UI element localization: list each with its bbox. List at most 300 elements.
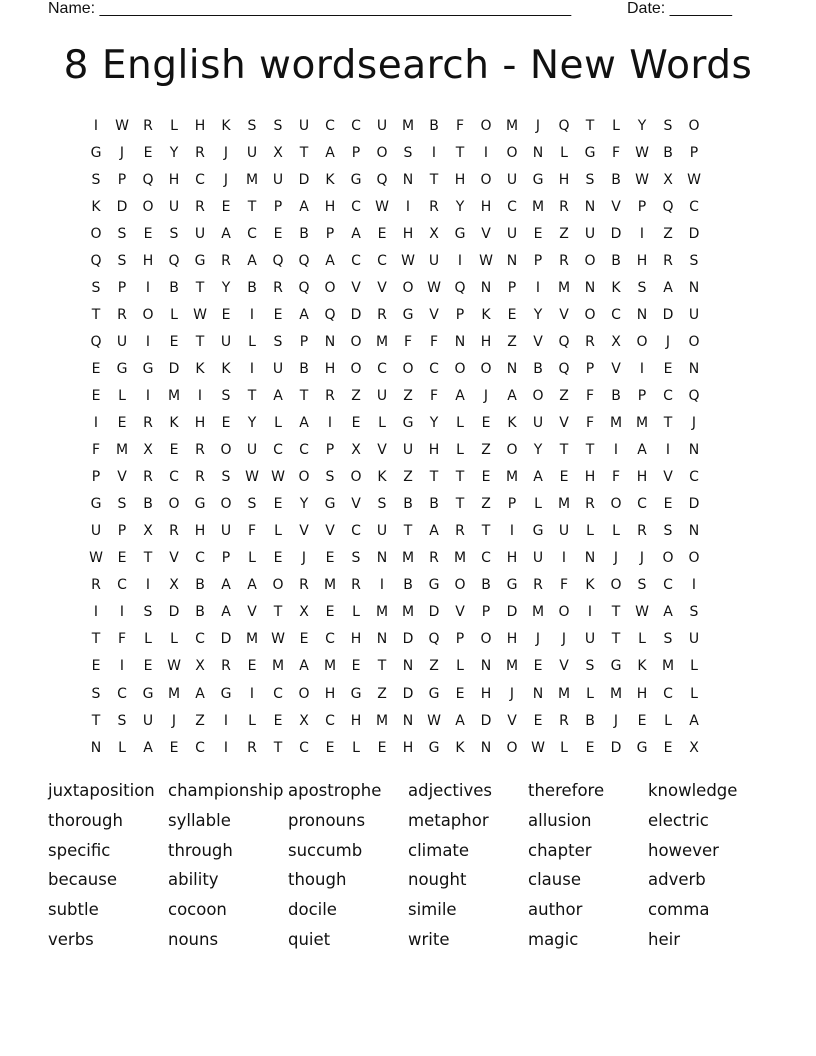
grid-letter[interactable]: D: [688, 225, 700, 242]
grid-letter[interactable]: G: [220, 685, 232, 702]
grid-letter[interactable]: S: [221, 387, 231, 404]
grid-letter[interactable]: E: [663, 496, 673, 513]
grid-letter[interactable]: V: [351, 279, 361, 296]
grid-letter[interactable]: W: [401, 252, 415, 269]
grid-letter[interactable]: N: [402, 171, 414, 188]
grid-letter[interactable]: O: [506, 442, 518, 459]
grid-letter[interactable]: E: [273, 306, 283, 323]
grid-letter[interactable]: H: [636, 469, 648, 486]
grid-letter[interactable]: M: [167, 685, 181, 702]
grid-letter[interactable]: V: [481, 225, 491, 242]
grid-letter[interactable]: E: [325, 550, 335, 567]
grid-letter[interactable]: H: [142, 252, 154, 269]
grid-letter[interactable]: G: [350, 685, 362, 702]
grid-letter[interactable]: H: [506, 631, 518, 648]
grid-letter[interactable]: D: [662, 306, 674, 323]
grid-letter[interactable]: D: [116, 198, 128, 215]
grid-letter[interactable]: Z: [559, 387, 569, 404]
grid-letter[interactable]: O: [506, 739, 518, 756]
grid-letter[interactable]: W: [427, 712, 441, 729]
grid-letter[interactable]: E: [169, 333, 179, 350]
grid-letter[interactable]: S: [117, 712, 127, 729]
grid-letter[interactable]: D: [610, 225, 622, 242]
grid-letter[interactable]: E: [117, 415, 127, 432]
grid-letter[interactable]: I: [145, 577, 151, 594]
grid-letter[interactable]: Q: [688, 387, 700, 404]
grid-letter[interactable]: R: [663, 252, 673, 269]
grid-letter[interactable]: H: [506, 550, 518, 567]
grid-letter[interactable]: C: [273, 442, 283, 459]
grid-letter[interactable]: E: [143, 144, 153, 161]
grid-letter[interactable]: F: [247, 523, 257, 540]
grid-letter[interactable]: U: [220, 333, 232, 350]
grid-letter[interactable]: H: [324, 685, 336, 702]
grid-letter[interactable]: N: [506, 252, 518, 269]
grid-letter[interactable]: R: [351, 577, 361, 594]
grid-letter[interactable]: S: [637, 279, 647, 296]
grid-letter[interactable]: U: [90, 523, 102, 540]
grid-letter[interactable]: U: [376, 117, 388, 134]
grid-letter[interactable]: T: [273, 604, 283, 621]
grid-letter[interactable]: C: [195, 171, 205, 188]
grid-letter[interactable]: R: [247, 739, 257, 756]
grid-letter[interactable]: G: [90, 144, 102, 161]
grid-letter[interactable]: E: [273, 496, 283, 513]
grid-letter[interactable]: E: [481, 469, 491, 486]
grid-letter[interactable]: E: [91, 387, 101, 404]
grid-letter[interactable]: D: [688, 496, 700, 513]
grid-letter[interactable]: S: [403, 144, 413, 161]
grid-letter[interactable]: L: [456, 658, 464, 675]
grid-letter[interactable]: E: [481, 415, 491, 432]
grid-letter[interactable]: E: [143, 225, 153, 242]
grid-letter[interactable]: W: [115, 117, 129, 134]
grid-letter[interactable]: O: [376, 144, 388, 161]
grid-letter[interactable]: M: [635, 415, 649, 432]
grid-letter[interactable]: L: [690, 685, 698, 702]
grid-letter[interactable]: A: [325, 144, 335, 161]
grid-letter[interactable]: R: [429, 198, 439, 215]
grid-letter[interactable]: R: [533, 577, 543, 594]
grid-letter[interactable]: F: [455, 117, 465, 134]
grid-letter[interactable]: A: [533, 469, 543, 486]
grid-letter[interactable]: E: [507, 306, 517, 323]
grid-letter[interactable]: U: [376, 387, 388, 404]
grid-letter[interactable]: R: [91, 577, 101, 594]
grid-letter[interactable]: C: [351, 252, 361, 269]
grid-letter[interactable]: N: [376, 631, 388, 648]
grid-letter[interactable]: V: [117, 469, 127, 486]
grid-letter[interactable]: N: [688, 360, 700, 377]
grid-letter[interactable]: Z: [195, 712, 205, 729]
grid-letter[interactable]: L: [612, 117, 620, 134]
grid-letter[interactable]: S: [689, 604, 699, 621]
grid-letter[interactable]: C: [325, 712, 335, 729]
grid-letter[interactable]: E: [247, 658, 257, 675]
grid-letter[interactable]: O: [480, 171, 492, 188]
grid-letter[interactable]: O: [90, 225, 102, 242]
grid-letter[interactable]: S: [663, 523, 673, 540]
grid-letter[interactable]: D: [428, 604, 440, 621]
grid-letter[interactable]: M: [271, 658, 285, 675]
grid-letter[interactable]: E: [325, 604, 335, 621]
grid-letter[interactable]: C: [377, 252, 387, 269]
grid-letter[interactable]: W: [687, 171, 701, 188]
grid-letter[interactable]: T: [403, 523, 413, 540]
grid-letter[interactable]: E: [221, 415, 231, 432]
grid-letter[interactable]: T: [91, 712, 101, 729]
grid-letter[interactable]: Z: [429, 658, 439, 675]
grid-letter[interactable]: M: [453, 550, 467, 567]
grid-letter[interactable]: Z: [663, 225, 673, 242]
grid-letter[interactable]: Z: [351, 387, 361, 404]
grid-letter[interactable]: E: [585, 739, 595, 756]
grid-letter[interactable]: E: [533, 712, 543, 729]
grid-letter[interactable]: A: [689, 712, 699, 729]
grid-letter[interactable]: D: [480, 712, 492, 729]
grid-letter[interactable]: D: [402, 685, 414, 702]
grid-letter[interactable]: C: [117, 685, 127, 702]
grid-letter[interactable]: I: [691, 577, 697, 594]
grid-letter[interactable]: H: [350, 631, 362, 648]
grid-letter[interactable]: O: [610, 577, 622, 594]
grid-letter[interactable]: U: [194, 225, 206, 242]
grid-letter[interactable]: W: [427, 279, 441, 296]
grid-letter[interactable]: S: [663, 117, 673, 134]
grid-letter[interactable]: I: [379, 577, 385, 594]
grid-letter[interactable]: R: [195, 442, 205, 459]
grid-letter[interactable]: F: [585, 387, 595, 404]
grid-letter[interactable]: G: [532, 171, 544, 188]
grid-letter[interactable]: H: [480, 685, 492, 702]
grid-letter[interactable]: W: [635, 171, 649, 188]
grid-letter[interactable]: S: [247, 117, 257, 134]
grid-letter[interactable]: L: [586, 685, 594, 702]
grid-letter[interactable]: K: [637, 658, 647, 675]
grid-letter[interactable]: L: [352, 739, 360, 756]
grid-letter[interactable]: B: [299, 360, 309, 377]
grid-letter[interactable]: V: [611, 360, 621, 377]
grid-letter[interactable]: K: [455, 739, 465, 756]
grid-letter[interactable]: Q: [142, 171, 154, 188]
grid-letter[interactable]: O: [688, 117, 700, 134]
grid-letter[interactable]: Z: [481, 496, 491, 513]
grid-letter[interactable]: I: [509, 523, 515, 540]
grid-letter[interactable]: U: [532, 550, 544, 567]
grid-letter[interactable]: E: [377, 225, 387, 242]
grid-letter[interactable]: Q: [558, 117, 570, 134]
grid-letter[interactable]: G: [402, 306, 414, 323]
grid-letter[interactable]: H: [428, 442, 440, 459]
grid-letter[interactable]: T: [455, 144, 465, 161]
grid-letter[interactable]: U: [688, 306, 700, 323]
grid-letter[interactable]: P: [221, 550, 231, 567]
grid-letter[interactable]: T: [195, 333, 205, 350]
grid-letter[interactable]: A: [351, 225, 361, 242]
grid-letter[interactable]: M: [661, 658, 675, 675]
grid-letter[interactable]: G: [584, 144, 596, 161]
grid-letter[interactable]: B: [663, 144, 673, 161]
grid-letter[interactable]: A: [221, 604, 231, 621]
grid-letter[interactable]: Y: [637, 117, 647, 134]
grid-letter[interactable]: V: [247, 604, 257, 621]
grid-letter[interactable]: B: [195, 577, 205, 594]
grid-letter[interactable]: L: [274, 523, 282, 540]
grid-letter[interactable]: E: [351, 415, 361, 432]
grid-letter[interactable]: M: [323, 577, 337, 594]
grid-letter[interactable]: L: [248, 712, 256, 729]
grid-letter[interactable]: U: [272, 171, 284, 188]
grid-letter[interactable]: Y: [429, 415, 439, 432]
grid-letter[interactable]: T: [273, 739, 283, 756]
grid-letter[interactable]: D: [298, 171, 310, 188]
grid-letter[interactable]: C: [663, 577, 673, 594]
grid-letter[interactable]: A: [221, 577, 231, 594]
grid-letter[interactable]: R: [585, 496, 595, 513]
grid-letter[interactable]: J: [119, 144, 125, 161]
grid-letter[interactable]: I: [93, 117, 99, 134]
grid-letter[interactable]: V: [533, 333, 543, 350]
grid-letter[interactable]: D: [220, 631, 232, 648]
grid-letter[interactable]: W: [479, 252, 493, 269]
grid-letter[interactable]: R: [221, 658, 231, 675]
grid-letter[interactable]: M: [245, 171, 259, 188]
grid-letter[interactable]: C: [377, 360, 387, 377]
grid-letter[interactable]: L: [118, 387, 126, 404]
grid-letter[interactable]: T: [611, 631, 621, 648]
grid-letter[interactable]: G: [454, 225, 466, 242]
grid-letter[interactable]: A: [273, 387, 283, 404]
grid-letter[interactable]: N: [688, 523, 700, 540]
grid-letter[interactable]: V: [611, 198, 621, 215]
grid-letter[interactable]: G: [610, 658, 622, 675]
grid-letter[interactable]: L: [690, 658, 698, 675]
grid-letter[interactable]: K: [221, 117, 231, 134]
grid-letter[interactable]: C: [169, 469, 179, 486]
grid-letter[interactable]: H: [402, 739, 414, 756]
grid-letter[interactable]: G: [194, 252, 206, 269]
grid-letter[interactable]: F: [585, 415, 595, 432]
grid-letter[interactable]: U: [532, 415, 544, 432]
grid-letter[interactable]: X: [273, 144, 283, 161]
grid-letter[interactable]: E: [273, 550, 283, 567]
grid-letter[interactable]: O: [506, 144, 518, 161]
grid-letter[interactable]: S: [247, 496, 257, 513]
grid-letter[interactable]: I: [145, 333, 151, 350]
grid-letter[interactable]: O: [350, 360, 362, 377]
grid-letter[interactable]: D: [168, 604, 180, 621]
grid-letter[interactable]: U: [272, 360, 284, 377]
grid-letter[interactable]: F: [611, 469, 621, 486]
grid-letter[interactable]: O: [350, 333, 362, 350]
grid-letter[interactable]: B: [169, 279, 179, 296]
grid-letter[interactable]: G: [194, 496, 206, 513]
grid-letter[interactable]: M: [557, 685, 571, 702]
grid-letter[interactable]: O: [480, 360, 492, 377]
grid-letter[interactable]: J: [639, 550, 645, 567]
grid-letter[interactable]: K: [91, 198, 101, 215]
grid-letter[interactable]: H: [584, 469, 596, 486]
grid-letter[interactable]: I: [457, 252, 463, 269]
grid-letter[interactable]: K: [221, 360, 231, 377]
grid-letter[interactable]: H: [480, 198, 492, 215]
grid-letter[interactable]: W: [193, 306, 207, 323]
grid-letter[interactable]: L: [118, 739, 126, 756]
grid-letter[interactable]: E: [377, 739, 387, 756]
grid-letter[interactable]: P: [507, 279, 517, 296]
grid-letter[interactable]: E: [221, 198, 231, 215]
grid-letter[interactable]: C: [195, 739, 205, 756]
grid-letter[interactable]: Q: [558, 360, 570, 377]
grid-letter[interactable]: E: [663, 360, 673, 377]
grid-letter[interactable]: V: [325, 523, 335, 540]
grid-letter[interactable]: H: [454, 171, 466, 188]
grid-letter[interactable]: L: [274, 415, 282, 432]
grid-letter[interactable]: S: [143, 604, 153, 621]
grid-letter[interactable]: O: [584, 252, 596, 269]
grid-letter[interactable]: F: [91, 442, 101, 459]
grid-letter[interactable]: R: [273, 279, 283, 296]
grid-letter[interactable]: M: [531, 604, 545, 621]
grid-letter[interactable]: I: [249, 685, 255, 702]
grid-letter[interactable]: N: [324, 333, 336, 350]
grid-letter[interactable]: U: [116, 333, 128, 350]
grid-letter[interactable]: V: [351, 496, 361, 513]
grid-letter[interactable]: X: [299, 712, 309, 729]
grid-letter[interactable]: R: [377, 306, 387, 323]
grid-letter[interactable]: I: [249, 306, 255, 323]
grid-letter[interactable]: N: [636, 306, 648, 323]
grid-letter[interactable]: I: [249, 360, 255, 377]
grid-letter[interactable]: N: [584, 279, 596, 296]
grid-letter[interactable]: O: [662, 550, 674, 567]
grid-letter[interactable]: V: [559, 415, 569, 432]
grid-letter[interactable]: R: [195, 198, 205, 215]
grid-letter[interactable]: N: [90, 739, 102, 756]
grid-letter[interactable]: P: [299, 333, 309, 350]
grid-letter[interactable]: L: [248, 550, 256, 567]
grid-letter[interactable]: T: [585, 117, 595, 134]
grid-letter[interactable]: G: [428, 685, 440, 702]
grid-letter[interactable]: Q: [428, 631, 440, 648]
grid-letter[interactable]: T: [247, 387, 257, 404]
grid-letter[interactable]: L: [144, 631, 152, 648]
grid-letter[interactable]: R: [429, 550, 439, 567]
grid-letter[interactable]: M: [167, 387, 181, 404]
grid-letter[interactable]: T: [91, 631, 101, 648]
grid-letter[interactable]: T: [195, 279, 205, 296]
grid-letter[interactable]: K: [507, 415, 517, 432]
grid-letter[interactable]: H: [324, 198, 336, 215]
grid-letter[interactable]: R: [143, 117, 153, 134]
grid-letter[interactable]: C: [507, 198, 517, 215]
grid-letter[interactable]: M: [557, 496, 571, 513]
grid-letter[interactable]: J: [613, 550, 619, 567]
grid-letter[interactable]: H: [194, 523, 206, 540]
grid-letter[interactable]: J: [171, 712, 177, 729]
grid-letter[interactable]: E: [91, 658, 101, 675]
grid-letter[interactable]: I: [119, 658, 125, 675]
grid-letter[interactable]: N: [532, 144, 544, 161]
grid-letter[interactable]: L: [378, 415, 386, 432]
grid-letter[interactable]: E: [169, 442, 179, 459]
grid-letter[interactable]: N: [688, 442, 700, 459]
grid-letter[interactable]: Q: [298, 279, 310, 296]
grid-letter[interactable]: Z: [403, 387, 413, 404]
grid-letter[interactable]: V: [377, 279, 387, 296]
grid-letter[interactable]: C: [429, 360, 439, 377]
grid-letter[interactable]: R: [195, 469, 205, 486]
grid-letter[interactable]: L: [248, 333, 256, 350]
grid-letter[interactable]: U: [506, 225, 518, 242]
grid-letter[interactable]: S: [351, 550, 361, 567]
grid-letter[interactable]: C: [117, 577, 127, 594]
grid-letter[interactable]: H: [402, 225, 414, 242]
grid-letter[interactable]: X: [169, 577, 179, 594]
grid-letter[interactable]: Q: [298, 252, 310, 269]
grid-letter[interactable]: Q: [376, 171, 388, 188]
grid-letter[interactable]: X: [663, 171, 673, 188]
grid-letter[interactable]: S: [325, 469, 335, 486]
grid-letter[interactable]: T: [455, 496, 465, 513]
grid-letter[interactable]: O: [350, 469, 362, 486]
grid-letter[interactable]: O: [454, 360, 466, 377]
grid-letter[interactable]: E: [117, 550, 127, 567]
grid-letter[interactable]: X: [689, 739, 699, 756]
grid-letter[interactable]: C: [663, 387, 673, 404]
grid-letter[interactable]: M: [609, 415, 623, 432]
grid-letter[interactable]: Y: [169, 144, 179, 161]
grid-letter[interactable]: Q: [90, 252, 102, 269]
grid-letter[interactable]: G: [116, 360, 128, 377]
grid-letter[interactable]: V: [429, 306, 439, 323]
grid-letter[interactable]: O: [532, 387, 544, 404]
grid-letter[interactable]: T: [481, 523, 491, 540]
grid-letter[interactable]: V: [299, 523, 309, 540]
grid-letter[interactable]: L: [170, 117, 178, 134]
grid-letter[interactable]: U: [688, 631, 700, 648]
grid-letter[interactable]: R: [325, 387, 335, 404]
grid-letter[interactable]: U: [428, 252, 440, 269]
grid-letter[interactable]: D: [610, 739, 622, 756]
grid-letter[interactable]: I: [197, 387, 203, 404]
grid-letter[interactable]: F: [429, 387, 439, 404]
grid-letter[interactable]: P: [585, 360, 595, 377]
grid-letter[interactable]: O: [636, 333, 648, 350]
grid-letter[interactable]: R: [169, 523, 179, 540]
grid-letter[interactable]: O: [142, 306, 154, 323]
grid-letter[interactable]: I: [483, 144, 489, 161]
grid-letter[interactable]: B: [299, 225, 309, 242]
grid-letter[interactable]: T: [429, 171, 439, 188]
grid-letter[interactable]: M: [375, 604, 389, 621]
grid-letter[interactable]: I: [613, 442, 619, 459]
grid-letter[interactable]: B: [533, 360, 543, 377]
grid-letter[interactable]: N: [584, 198, 596, 215]
grid-letter[interactable]: C: [637, 496, 647, 513]
grid-letter[interactable]: H: [194, 117, 206, 134]
grid-letter[interactable]: C: [689, 198, 699, 215]
grid-letter[interactable]: M: [115, 442, 129, 459]
grid-letter[interactable]: Q: [662, 198, 674, 215]
grid-letter[interactable]: F: [403, 333, 413, 350]
grid-letter[interactable]: O: [298, 685, 310, 702]
grid-letter[interactable]: Y: [247, 415, 257, 432]
grid-letter[interactable]: P: [455, 631, 465, 648]
grid-letter[interactable]: S: [91, 279, 101, 296]
grid-letter[interactable]: R: [299, 577, 309, 594]
grid-letter[interactable]: I: [587, 604, 593, 621]
